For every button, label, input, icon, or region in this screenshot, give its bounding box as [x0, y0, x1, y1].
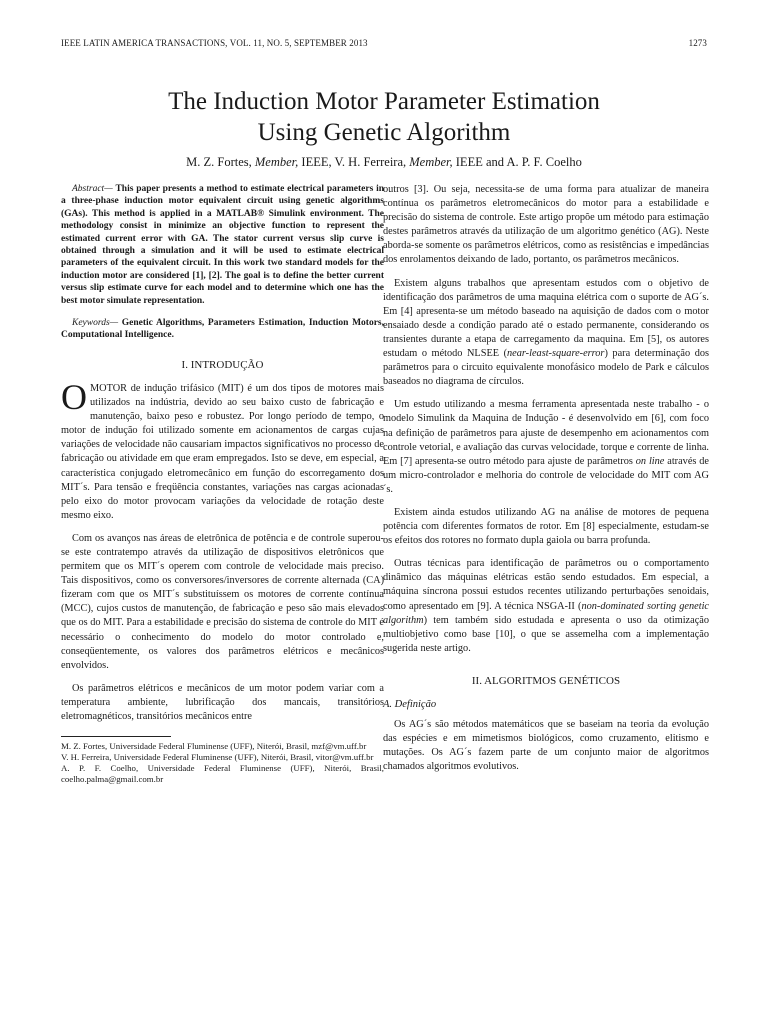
section-heading-1: I. INTRODUÇÃO: [181, 358, 264, 371]
drop-cap: O: [61, 376, 87, 417]
page-number: 1273: [688, 38, 707, 48]
title-line-1: The Induction Motor Parameter Estimation: [168, 88, 600, 115]
journal-name: IEEE LATIN AMERICA TRANSACTIONS, VOL. 11, NO. 5, SEPTEMBER 2013: [61, 38, 368, 48]
p3-part-b: através de um micro-controlador e melhoria do controle de velocidade do MIT com AG´s.: [383, 455, 709, 495]
keywords-dash: —: [109, 318, 122, 329]
running-header: [61, 38, 707, 48]
footnote-2: V. H. Ferreira, Universidade Federal Fluminense (UFF), Niterói, Brasil, vitor@vm.uff.br: [61, 752, 374, 763]
author-2: IEEE, V. H. Ferreira,: [298, 155, 410, 169]
keywords: [61, 317, 384, 342]
paper-title: [0, 86, 768, 148]
abstract-text: This paper presents a method to estimate electrical parameters in a three-phase induction motor equivalent circuit using genetic algorithms (GAs). This method is applied in a MATLAB® Simulink environment. The methodology consist in minimize an objective function to represent the estimated current error with GA. The stator current versus slip curve is obtained through a simulation and it will be used to estimate electrical parameters of the equivalent circuit. In this work two standard models for the induction motor are considered [1], [2]. The goal is to define the better current versus slip estimate curve for each model and to determine which one has the best motor simulate representation.: [61, 184, 385, 306]
right-column: [383, 183, 709, 783]
p2-part-b: ) para determinação dos parâmetros para o circuito equivalente monofásico modelo de Park e cálculos baseados no diagrama de círculos.: [383, 348, 709, 388]
left-column: [61, 183, 384, 785]
right-paragraph-4: Existem ainda estudos utilizando AG na análise de motores de pequena potência com diferentes formatos de rotor. Em [8] especialmente, estudam-se os efeitos dos rotores no formato dupla gaiola ou barra profunda.: [383, 506, 709, 547]
right-paragraph-3: [383, 398, 709, 497]
author-3: IEEE and A. P. F. Coelho: [452, 155, 582, 169]
keywords-text: Genetic Algorithms, Parameters Estimation, Induction Motors, Computational Intelligence.: [61, 318, 384, 341]
p3-part-a: Um estudo utilizando a mesma ferramenta apresentada neste trabalho - o modelo Simulink da Maquina de Indução - é desenvolvido em [6], com foco na definição de parâmetros para ajuste de desempenho em acionamentos com controle vetorial, e avaliação das curvas velocidade, torque e corrente de linha. Em [7] apresenta-se outro método para ajuste de parâmetros: [383, 399, 709, 467]
p2-part-a: Existem alguns trabalhos que apresentam estudos com o objetivo de identificação dos parâmetros de uma maquina elétrica com o suporte de AG´s. Em [4] apresenta-se um método baseado na aquisição de dados com o motor ensaiado desde a condição parado até o estado permanente, considerando os transientes durante a etapa de carregamento da maquina. Em [5], os autores estudam o método NLSEE (: [383, 277, 709, 360]
author-line: [0, 155, 768, 170]
member-1: Member,: [254, 155, 299, 169]
right-paragraph-5: [383, 557, 709, 656]
intro-paragraph-2: Com os avanços nas áreas de eletrônica de potência e de controle superou-se este contratempo através da utilização de dispositivos eletrônicos que permitem que os MIT´s operem com controle de velocidade mais preciso. Tais dispositivos, como os conversores/inversores de corrente alternada (CA) fizeram com que os MIT´s substituíssem os motores de corrente contínua (MCC), cujos custos de manutenção, de fabricação e peso são mais elevados que os do MIT. Para a estabilidade e precisão do sistema de controle do MIT é necessário o conhecimento do modelo do motor controlado e, conseqüentemente, os valores dos parâmetros elétricos e mecânicos envolvidos.: [61, 532, 384, 671]
member-2: Member,: [409, 155, 453, 169]
section-heading-2: II. ALGORITMOS GENÉTICOS: [471, 674, 621, 687]
p3-italic: on line: [635, 455, 665, 467]
keywords-label: Keywords: [72, 318, 110, 329]
abstract-label: Abstract: [72, 184, 105, 194]
title-line-2: Using Genetic Algorithm: [257, 119, 511, 146]
right-paragraph-6: Os AG´s são métodos matemáticos que se baseiam na teoria da evolução das espécies e em mimetismos biológicos, como cruzamento, elitismo e mutações. Os AG´s fazem parte de um conjunto maior de algoritmos chamados algoritmos evolutivos.: [383, 719, 709, 773]
footnote-3: A. P. F. Coelho, Universidade Federal Fluminense (UFF), Niterói, Brasil, coelho.palma@gmail.com.br: [61, 763, 384, 785]
p2-italic: near-least-square-error: [507, 348, 605, 360]
author-1: M. Z. Fortes,: [186, 155, 255, 169]
p5-italic: non-dominated sorting genetic algorithm: [383, 600, 710, 626]
right-paragraph-2: [383, 277, 709, 390]
abstract-dash: —: [104, 184, 116, 194]
p5-part-b: ) tem também sido estudada e apresenta o uso da otimização multiobjetivo como base [10], o que se assemelha com a implementação sugerida neste artigo.: [383, 614, 709, 654]
intro-paragraph-3: Os parâmetros elétricos e mecânicos de um motor podem variar com a temperatura ambiente, lubrificação dos mancais, transitórios eletromagnéticos, transitórios mecânicos entre: [61, 682, 384, 723]
intro-paragraph-1: [61, 376, 384, 523]
footnote-rule: [61, 736, 171, 737]
footnote-1: M. Z. Fortes, Universidade Federal Fluminense (UFF), Niterói, Brasil, mzf@vm.uff.br: [61, 741, 367, 752]
right-paragraph-1: outros [3]. Ou seja, necessita-se de uma forma para atualizar de maneira contínua os parâmetros eletromecânicos do motor para a estabilidade e precisão do sistema de controle. Este artigo propõe um método para estimação destes parâmetros através da utilização de um algoritmo genético (AG). Neste aborda-se somente os parâmetros elétricos, como as resistências e impedâncias dos enrolamentos deixando de lado, portanto, os parâmetros mecânicos.: [383, 184, 709, 266]
subsection-heading-a: A. Definição: [383, 699, 437, 710]
abstract: [61, 183, 384, 307]
p5-part-a: Outras técnicas para identificação de parâmetros ou o comportamento dinâmico das máquinas elétricas estão sendo estudados. Em especial, a máquina síncrona possui estudos recentes utilizando perturbações senoidais, como apresentado em [9]. A técnica NSGA-II (: [383, 558, 709, 612]
intro-p1-text: MOTOR de indução trifásico (MIT) é um dos tipos de motores mais utilizados na indústria, devido ao seu baixo custo de fabricação e manutenção, baixo peso e robustez. Por longo período de tempo, o motor de indução foi utilizado somente em acionamentos de cargas cujas variações de velocidade não causariam impactos significativos no processo de fabricação ou atividade em que eram empregados. Isto se deve, em especial, a característica conjugado eletromecânico em função do escorregamento dos MIT´s. Para tensão e freqüência constantes, variações nas cargas acionadas pelo eixo do motor provocam variações da velocidade de rotação deste mesmo eixo.: [61, 382, 384, 521]
